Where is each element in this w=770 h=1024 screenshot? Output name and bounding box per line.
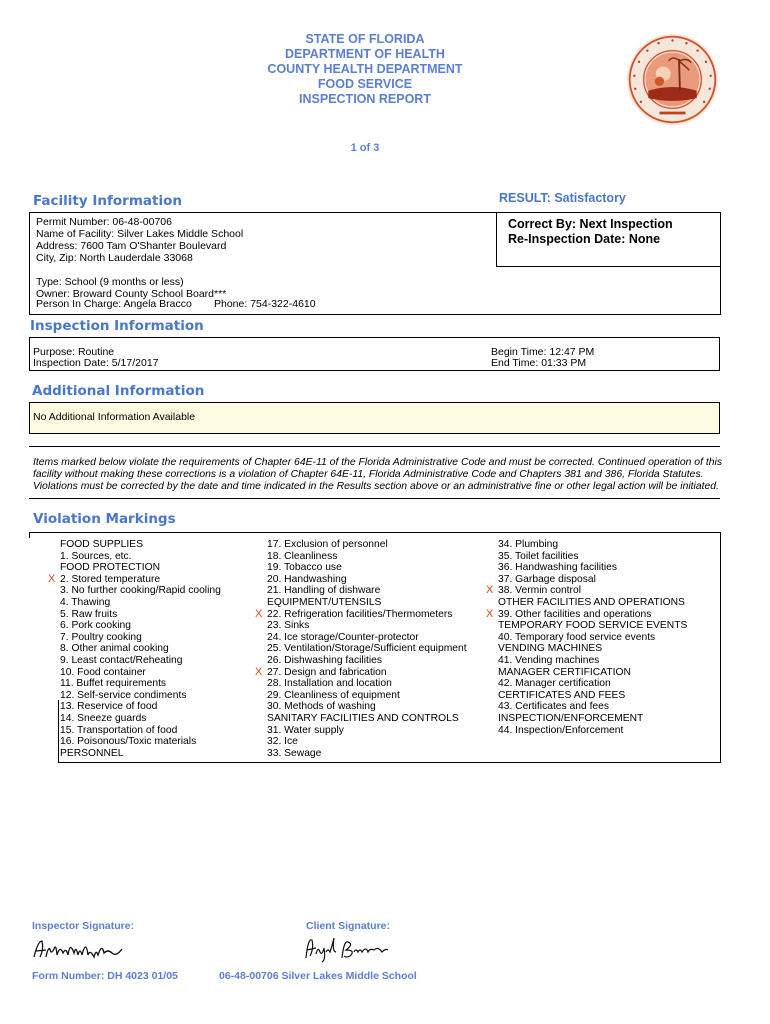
- violation-item: [498, 678, 687, 690]
- violation-item: [60, 632, 221, 644]
- notice-line: Violations must be corrected by the date and time indicated in the Results section above or an administrative fine or other legal action will be initiated.: [33, 481, 719, 493]
- violation-item: [60, 551, 221, 563]
- violation-label: INSPECTION/ENFORCEMENT: [498, 712, 644, 724]
- violation-item: [60, 725, 221, 737]
- violations-right-rule: [720, 532, 721, 763]
- violation-item: [255, 607, 467, 621]
- violation-mark: X: [48, 572, 56, 585]
- violation-item: [267, 620, 467, 632]
- violation-label: 28. Installation and location: [267, 678, 392, 690]
- violation-item: [267, 725, 467, 737]
- violation-mark: X: [255, 665, 263, 678]
- violation-label: 6. Pork cooking: [60, 620, 131, 632]
- violation-label: 11. Buffet requirements: [60, 678, 167, 690]
- violation-label: 24. Ice storage/Counter-protector: [267, 631, 419, 643]
- violation-item: [498, 574, 687, 586]
- violation-label: 39. Other facilities and operations: [498, 608, 652, 620]
- violation-label: 32. Ice: [267, 736, 298, 748]
- result-heading: RESULT: Satisfactory: [499, 191, 626, 205]
- violation-item: [267, 690, 467, 702]
- notice-bottom-rule: [29, 498, 720, 499]
- violation-label: 7. Poultry cooking: [60, 631, 142, 643]
- violation-item: [267, 632, 467, 644]
- violation-item: [60, 597, 221, 609]
- violation-label: 27. Design and fabrication: [267, 666, 387, 678]
- violation-item: [498, 643, 687, 655]
- violation-mark: X: [255, 607, 263, 620]
- violation-label: 43. Certificates and fees: [498, 701, 610, 713]
- violation-item: [255, 665, 467, 679]
- violation-item: [267, 643, 467, 655]
- violation-item: [267, 551, 467, 563]
- violation-item: [267, 562, 467, 574]
- violations-column-1: [48, 539, 221, 759]
- person-in-charge: Person In Charge: Angela Bracco: [36, 298, 192, 310]
- facility-bottom-rule: [29, 314, 721, 315]
- violation-label: 19. Tobacco use: [267, 562, 342, 574]
- violations-column-3: [486, 539, 688, 736]
- additional-text: No Additional Information Available: [33, 411, 196, 423]
- violation-label: TEMPORARY FOOD SERVICE EVENTS: [498, 620, 688, 632]
- violation-label: 5. Raw fruits: [60, 608, 118, 620]
- notice-line: Items marked below violate the requirements of Chapter 64E-11 of the Florida Administrative Code and must be corrected. Continued operation of this: [33, 457, 723, 468]
- violations-heading: Violation Markings: [33, 511, 176, 527]
- reinspection-date: Re-Inspection Date: None: [508, 232, 661, 246]
- violation-item: [60, 620, 221, 632]
- violation-item: [498, 713, 687, 725]
- violation-label: SANITARY FACILITIES AND CONTROLS: [267, 712, 459, 724]
- facility-phone: Phone: 754-322-4610: [214, 298, 316, 310]
- violation-label: 25. Ventilation/Storage/Sufficient equipment: [267, 643, 467, 655]
- violation-label: 30. Methods of washing: [267, 701, 376, 713]
- violation-label: 34. Plumbing: [498, 539, 559, 550]
- notice-top-rule: [29, 446, 720, 447]
- violation-label: 21. Handling of dishware: [267, 585, 381, 597]
- violation-label: PERSONNEL: [60, 747, 124, 759]
- violation-item: [498, 655, 687, 667]
- inspector-signature: [30, 935, 130, 965]
- facility-right-rule: [720, 212, 721, 314]
- violation-label: 37. Garbage disposal: [498, 573, 596, 585]
- violation-item: [267, 539, 467, 551]
- violation-label: VENDING MACHINES: [498, 643, 603, 655]
- violation-label: 17. Exclusion of personnel: [267, 539, 388, 550]
- violation-item: [60, 748, 221, 760]
- violations-bottom-rule: [58, 762, 721, 763]
- violation-label: 35. Toilet facilities: [498, 550, 579, 562]
- violation-label: OTHER FACILITIES AND OPERATIONS: [498, 596, 685, 608]
- violation-item: [60, 678, 221, 690]
- violation-label: CERTIFICATES AND FEES: [498, 689, 626, 701]
- violation-item: [267, 655, 467, 667]
- inspector-signature-label: Inspector Signature:: [32, 920, 135, 932]
- violation-label: MANAGER CERTIFICATION: [498, 666, 631, 678]
- violation-item: [498, 690, 687, 702]
- violations-left-tick: [29, 532, 30, 538]
- violation-label: 22. Refrigeration facilities/Thermometers: [267, 608, 453, 620]
- violation-label: 16. Poisonous/Toxic materials: [60, 736, 197, 748]
- inspection-date: Inspection Date: 5/17/2017: [33, 357, 159, 369]
- violation-label: 31. Water supply: [267, 724, 344, 736]
- violation-label: 36. Handwashing facilities: [498, 562, 618, 574]
- violation-label: 42. Manager certification: [498, 678, 611, 690]
- violation-label: 41. Vending machines: [498, 654, 600, 666]
- header-line: INSPECTION REPORT: [299, 92, 431, 106]
- result-bottom-rule: [496, 266, 720, 267]
- violation-item: [267, 701, 467, 713]
- facility-top-rule: [29, 212, 720, 213]
- violation-item: [60, 736, 221, 748]
- violation-item: [486, 584, 687, 597]
- violation-item: [267, 736, 467, 748]
- violation-item: [267, 574, 467, 586]
- inspection-purpose: Purpose: Routine: [33, 346, 115, 358]
- violation-label: 2. Stored temperature: [60, 573, 161, 585]
- violation-item: [498, 597, 687, 609]
- violation-item: [60, 690, 221, 702]
- violation-item: [498, 667, 687, 679]
- client-signature: [302, 934, 392, 964]
- violation-item: [498, 725, 687, 737]
- header-line: STATE OF FLORIDA: [305, 32, 425, 46]
- violations-top-rule: [29, 532, 721, 533]
- violation-item: [498, 632, 687, 644]
- header-line: FOOD SERVICE: [317, 77, 413, 91]
- facility-address: Address: 7600 Tam O'Shanter Boulevard: [36, 240, 227, 252]
- header-line: DEPARTMENT OF HEALTH: [285, 47, 445, 61]
- violation-item: [60, 609, 221, 621]
- violations-left-rule: [58, 700, 59, 763]
- additional-heading: Additional Information: [32, 383, 205, 399]
- state-seal-icon: [626, 33, 719, 126]
- violation-item: [267, 585, 467, 597]
- header-line: COUNTY HEALTH DEPARTMENT: [267, 62, 463, 76]
- violations-column-2: [255, 539, 467, 759]
- violation-item: [60, 701, 221, 713]
- violation-item: [486, 607, 687, 621]
- violation-item: [48, 572, 221, 586]
- facility-heading: Facility Information: [33, 193, 182, 209]
- violation-item: [60, 655, 221, 667]
- violation-item: [60, 667, 221, 679]
- violation-label: 4. Thawing: [60, 596, 111, 608]
- violation-item: [498, 562, 687, 574]
- violation-label: 1. Sources, etc.: [60, 550, 132, 562]
- violation-label: 8. Other animal cooking: [60, 643, 169, 655]
- violation-item: [498, 701, 687, 713]
- violation-label: 10. Food container: [60, 666, 146, 678]
- violation-mark: X: [486, 607, 494, 620]
- end-time: End Time: 01:33 PM: [491, 357, 587, 369]
- violation-item: [267, 678, 467, 690]
- violation-label: 3. No further cooking/Rapid cooling: [60, 585, 221, 597]
- violation-item: [267, 597, 467, 609]
- page-number: 1 of 3: [350, 142, 380, 154]
- facility-left-rule: [29, 212, 30, 314]
- violation-item: [267, 748, 467, 760]
- facility-city: City, Zip: North Lauderdale 33068: [36, 252, 193, 264]
- violation-label: EQUIPMENT/UTENSILS: [267, 596, 382, 608]
- permit-number: Permit Number: 06-48-00706: [36, 216, 172, 228]
- violation-label: 20. Handwashing: [267, 573, 347, 585]
- violation-item: [498, 620, 687, 632]
- violation-label: 15. Transportation of food: [60, 724, 178, 736]
- violation-label: 26. Dishwashing facilities: [267, 654, 383, 666]
- violation-item: [60, 539, 221, 551]
- violation-item: [498, 551, 687, 563]
- violation-label: 23. Sinks: [267, 620, 310, 632]
- correct-by: Correct By: Next Inspection: [508, 217, 673, 231]
- violation-mark: X: [486, 584, 494, 597]
- violation-item: [267, 713, 467, 725]
- form-number: Form Number: DH 4023 01/05: [32, 970, 178, 982]
- report-header: [200, 32, 530, 107]
- facility-name: Name of Facility: Silver Lakes Middle School: [36, 228, 244, 240]
- inspection-heading: Inspection Information: [30, 318, 204, 334]
- result-divider: [496, 212, 497, 266]
- violation-label: 29. Cleanliness of equipment: [267, 689, 400, 701]
- client-signature-label: Client Signature:: [306, 920, 391, 932]
- violation-item: [498, 539, 687, 551]
- violation-item: [60, 643, 221, 655]
- violation-label: 9. Least contact/Reheating: [60, 654, 183, 666]
- violation-item: [60, 562, 221, 574]
- violation-label: 33. Sewage: [267, 747, 322, 759]
- violation-item: [60, 585, 221, 597]
- notice-line: facility without making these corrections is a violation of Chapter 64E-11, Florida Administrative Code and Chapters 381 and 386, Florida Statutes.: [33, 469, 704, 481]
- violation-label: 18. Cleanliness: [267, 550, 338, 562]
- violation-label: FOOD SUPPLIES: [60, 539, 143, 550]
- violation-label: 13. Reservice of food: [60, 701, 158, 713]
- violation-label: 12. Self-service condiments: [60, 689, 187, 701]
- violation-label: 44. Inspection/Enforcement: [498, 724, 624, 736]
- violation-label: FOOD PROTECTION: [60, 562, 161, 574]
- violation-label: 14. Sneeze guards: [60, 712, 147, 724]
- violation-label: 40. Temporary food service events: [498, 631, 656, 643]
- begin-time: Begin Time: 12:47 PM: [491, 346, 595, 358]
- violation-label: 38. Vermin control: [498, 585, 581, 597]
- footer-permit-facility: 06-48-00706 Silver Lakes Middle School: [219, 970, 417, 982]
- violation-notice: [33, 457, 723, 494]
- facility-type: Type: School (9 months or less): [36, 276, 184, 288]
- facility-owner: Owner: Broward County School Board***: [36, 288, 227, 300]
- violation-item: [60, 713, 221, 725]
